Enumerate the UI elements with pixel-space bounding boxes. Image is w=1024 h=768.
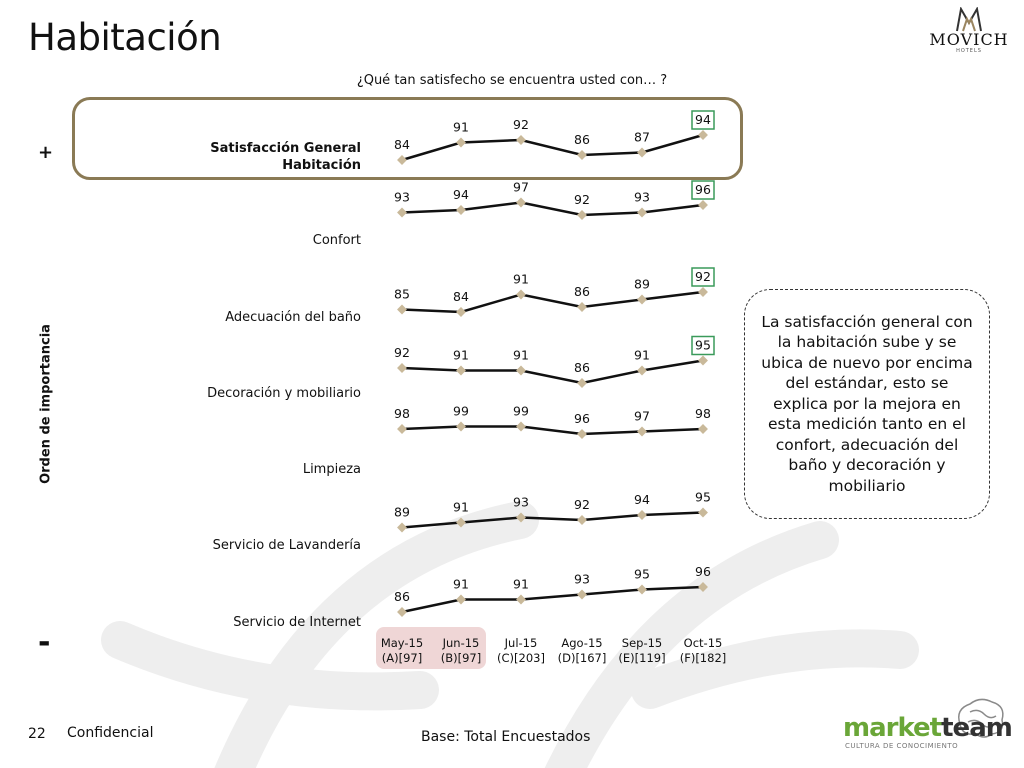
data-point-marker — [577, 210, 587, 220]
data-point-marker — [637, 295, 647, 305]
data-label: 93 — [394, 189, 410, 205]
data-label: 98 — [394, 406, 410, 421]
data-point-marker — [698, 424, 708, 434]
data-point-marker — [516, 290, 526, 300]
data-label: 92 — [574, 497, 590, 512]
data-point-marker — [698, 582, 708, 592]
data-point-marker — [456, 205, 466, 215]
data-point-marker — [637, 427, 647, 437]
logo-team: team — [941, 713, 1012, 743]
data-label: 94 — [453, 187, 469, 202]
x-tick-period: Jun-15 — [442, 636, 480, 650]
series-label-line: Adecuación del baño — [225, 310, 361, 325]
series-label-line: Servicio de Internet — [233, 615, 361, 630]
data-label: 91 — [634, 347, 650, 363]
data-label: 96 — [695, 182, 711, 197]
base-note: Base: Total Encuestados — [421, 729, 591, 745]
data-label: 86 — [574, 132, 590, 147]
x-tick-base: (A)[97] — [381, 651, 423, 665]
callout-text: La satisfacción general con la habitación sube y se ubica de nuevo por encima del estándar, esto se explica por la mejora en esta medición tanto en el confort, adecuación del baño y decoración y mobiliario — [761, 312, 973, 495]
data-label: 92 — [574, 192, 590, 207]
data-label: 93 — [634, 189, 650, 205]
data-point-marker — [456, 307, 466, 317]
x-tick-period: Jul-15 — [504, 636, 538, 650]
x-tick-period: Ago-15 — [561, 636, 603, 650]
data-point-marker — [516, 198, 526, 208]
survey-question: ¿Qué tan satisfecho se encuentra usted con… ? — [356, 73, 668, 88]
data-point-marker — [698, 508, 708, 518]
data-point-marker — [637, 510, 647, 520]
data-label: 99 — [453, 403, 469, 419]
brand-sub: HOTELS — [956, 48, 982, 54]
brand-name: MOVICH — [929, 30, 1009, 49]
data-point-marker — [516, 422, 526, 432]
data-label: 94 — [695, 112, 711, 127]
data-point-marker — [456, 595, 466, 605]
importance-minus: - — [38, 625, 51, 660]
confidential-label: Confidencial — [67, 725, 154, 741]
data-label: 99 — [513, 403, 529, 419]
series-line — [402, 292, 703, 312]
data-point-marker — [397, 607, 407, 617]
data-point-marker — [637, 208, 647, 218]
data-label: 86 — [394, 589, 410, 604]
data-point-marker — [456, 138, 466, 148]
data-label: 92 — [695, 269, 711, 284]
data-point-marker — [637, 366, 647, 376]
data-point-marker — [577, 515, 587, 525]
page-title: Habitación — [28, 16, 222, 59]
logo-market: market — [843, 713, 942, 743]
data-label: 87 — [634, 129, 650, 145]
data-point-marker — [698, 356, 708, 366]
data-point-marker — [577, 378, 587, 388]
data-point-marker — [698, 130, 708, 140]
series-line — [402, 135, 703, 160]
data-label: 86 — [574, 284, 590, 299]
data-label: 95 — [634, 566, 650, 582]
data-label: 92 — [513, 117, 529, 132]
data-label: 93 — [574, 571, 590, 587]
series-line — [402, 427, 703, 435]
series-label-line: Satisfacción General — [210, 141, 361, 156]
data-point-marker — [577, 150, 587, 160]
data-point-marker — [577, 590, 587, 600]
data-label: 92 — [394, 345, 410, 360]
data-label: 84 — [394, 137, 410, 152]
data-point-marker — [397, 305, 407, 315]
data-label: 91 — [453, 119, 469, 135]
data-point-marker — [637, 148, 647, 158]
data-label: 96 — [574, 411, 590, 426]
data-point-marker — [698, 200, 708, 210]
data-label: 85 — [394, 286, 410, 302]
series-label-line: Limpieza — [302, 462, 361, 477]
series-line — [402, 513, 703, 528]
importance-axis-title: Orden de importancia — [38, 324, 54, 484]
data-point-marker — [577, 429, 587, 439]
series-label-line: Decoración y mobiliario — [207, 386, 361, 401]
series-line — [402, 203, 703, 216]
data-label: 98 — [695, 406, 711, 421]
data-point-marker — [637, 585, 647, 595]
data-point-marker — [577, 302, 587, 312]
data-point-marker — [397, 363, 407, 373]
data-point-marker — [516, 135, 526, 145]
data-label: 94 — [634, 492, 650, 507]
data-label: 86 — [574, 360, 590, 375]
x-tick-base: (C)[203] — [497, 651, 545, 665]
data-label: 95 — [695, 489, 711, 505]
data-label: 89 — [634, 276, 650, 292]
data-point-marker — [456, 422, 466, 432]
x-tick-period: Sep-15 — [621, 636, 663, 650]
x-tick-base: (B)[97] — [440, 651, 482, 665]
data-point-marker — [516, 366, 526, 376]
series-line — [402, 361, 703, 384]
data-point-marker — [397, 155, 407, 165]
data-label: 91 — [513, 347, 529, 363]
series-label-line: Habitación — [282, 158, 361, 173]
data-label: 96 — [695, 564, 711, 579]
data-point-marker — [516, 513, 526, 523]
series-label-line: Confort — [312, 233, 361, 248]
data-label: 95 — [695, 337, 711, 353]
x-tick-period: May-15 — [380, 636, 424, 650]
data-point-marker — [397, 424, 407, 434]
x-tick-base: (D)[167] — [557, 651, 607, 665]
data-point-marker — [698, 287, 708, 297]
data-label: 91 — [453, 576, 469, 592]
data-point-marker — [397, 523, 407, 533]
data-label: 93 — [513, 494, 529, 510]
series-line — [402, 587, 703, 612]
importance-plus: + — [38, 142, 54, 163]
data-label: 91 — [513, 271, 529, 287]
data-point-marker — [456, 366, 466, 376]
series-label-line: Servicio de Lavandería — [212, 538, 361, 553]
marketteam-logo — [843, 713, 1012, 743]
x-tick-base: (F)[182] — [679, 651, 727, 665]
marketteam-tagline: CULTURA DE CONOCIMIENTO — [845, 742, 959, 750]
data-label: 91 — [453, 499, 469, 515]
data-point-marker — [397, 208, 407, 218]
data-label: 97 — [634, 408, 650, 424]
data-label: 91 — [453, 347, 469, 363]
data-label: 84 — [453, 289, 469, 304]
data-point-marker — [516, 595, 526, 605]
callout-note — [744, 289, 990, 519]
x-tick-base: (E)[119] — [618, 651, 666, 665]
data-label: 89 — [394, 504, 410, 520]
data-label: 97 — [513, 179, 529, 195]
data-label: 91 — [513, 576, 529, 592]
data-point-marker — [456, 518, 466, 528]
page-number: 22 — [28, 726, 46, 742]
x-tick-period: Oct-15 — [683, 636, 723, 650]
